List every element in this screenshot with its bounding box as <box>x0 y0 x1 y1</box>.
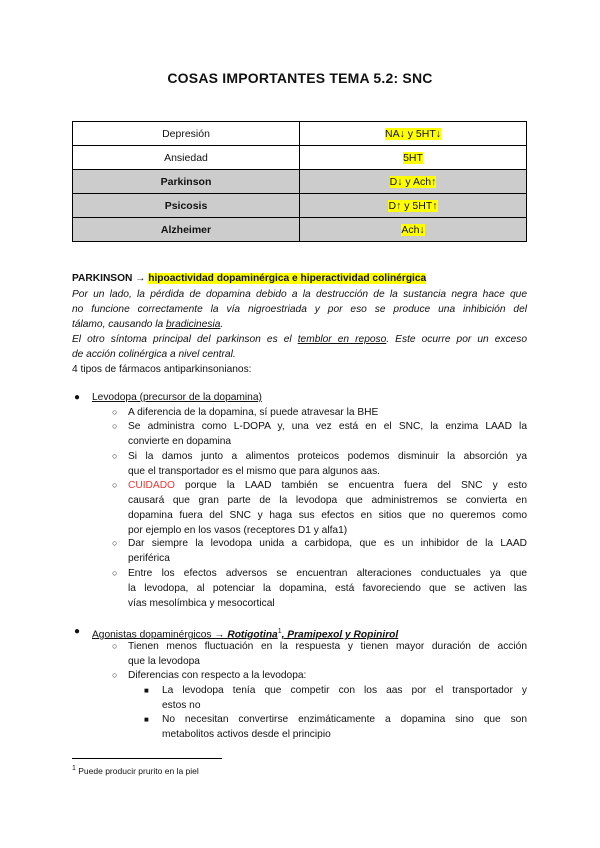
parkinson-heading-highlight: hipoactividad dopaminérgica e hiperactividad colinérgica <box>148 273 427 284</box>
text-line: convierte en dopamina <box>128 436 232 447</box>
parkinson-heading <box>72 271 527 286</box>
list-item <box>112 668 527 683</box>
text-line: la levodopa, al potenciar la dopamina, está favoreciendo que se activen las <box>128 583 527 594</box>
types-line: 4 tipos de fármacos antiparkinsonianos: <box>72 364 252 375</box>
value-highlight: 5HT <box>403 151 423 164</box>
footnote <box>72 765 199 776</box>
condition-cell: Psicosis <box>73 194 300 218</box>
text-line: No necesitan convertirse enzimáticamente a dopamina sino que son <box>162 714 527 725</box>
footnote-mark: 1 <box>72 765 76 772</box>
bullet-icon: ○ <box>112 641 118 651</box>
text-line: metabolitos activos desde el principio <box>162 729 331 740</box>
bullet-icon: ○ <box>112 480 118 490</box>
text-line: Dar siempre la levodopa unida a carbidopa, que es un inhibidor de la LAAD <box>128 538 527 549</box>
text-line <box>128 478 527 493</box>
levodopa-title: Levodopa (precursor de la dopamina) <box>92 392 262 403</box>
bullet-icon: ○ <box>112 670 118 680</box>
condition-cell: Ansiedad <box>73 146 300 170</box>
text-line <box>72 317 527 332</box>
table-row <box>73 194 527 218</box>
list-item-cuidado <box>112 478 527 538</box>
drug-list: , Pramipexol y Ropinirol <box>281 629 399 641</box>
value-cell <box>300 122 527 146</box>
list-item <box>112 639 527 669</box>
value-cell <box>300 146 527 170</box>
summary-table <box>72 121 527 242</box>
cuidado-warning: CUIDADO <box>128 480 175 491</box>
parkinson-paragraph-1 <box>72 287 527 332</box>
sub-list-item <box>144 712 527 742</box>
text-line: dopamina fuera del SNC y haga sus efectos en sitios que no queremos como <box>128 510 527 521</box>
text-line: periférica <box>128 553 170 564</box>
text-line: vías mesolímbica y mesocortical <box>128 598 275 609</box>
value-cell <box>300 194 527 218</box>
sub-list-item <box>144 683 527 713</box>
value-highlight: NA↓ y 5HT↓ <box>384 127 441 140</box>
text-line <box>72 332 527 347</box>
footnote-ref[interactable]: 1 <box>277 628 282 635</box>
bullet-icon: ○ <box>112 538 118 548</box>
text-line: estos no <box>162 700 201 711</box>
list-item-levodopa <box>74 390 527 405</box>
text-line: A diferencia de la dopamina, sí puede atravesar la BHE <box>128 407 379 418</box>
value-highlight: D↓ y Ach↑ <box>389 175 437 188</box>
agonistas-title: Agonistas dopaminérgicos → <box>92 629 228 641</box>
bullet-icon: ● <box>74 626 81 637</box>
bullet-icon: ○ <box>112 421 118 431</box>
value-highlight: Ach↓ <box>401 223 425 236</box>
value-cell <box>300 170 527 194</box>
text-line: que el transportador es el mismo que para algunos aas. <box>128 466 381 477</box>
footnote-divider <box>72 758 222 759</box>
table-row <box>73 122 527 146</box>
condition-cell: Alzheimer <box>73 218 300 242</box>
drug-rotigotina: Rotigotina <box>227 629 278 641</box>
text-line: de acción colinérgica a nivel central. <box>72 349 236 360</box>
text-line: La levodopa tenía que competir con los aas por el transportador y <box>162 685 527 696</box>
bullet-icon: ○ <box>112 451 118 461</box>
bradicinesia-term: bradicinesia <box>166 319 221 330</box>
bullet-icon: ○ <box>112 407 118 417</box>
table-row <box>73 146 527 170</box>
page-title: COSAS IMPORTANTES TEMA 5.2: SNC <box>167 70 433 86</box>
bullet-icon: ● <box>74 392 81 403</box>
text-line: Diferencias con respecto a la levodopa: <box>128 670 307 681</box>
text-line: Se administra como L-DOPA y, una vez está en el SNC, la enzima LAAD la <box>128 421 527 432</box>
bullet-icon: ○ <box>112 568 118 578</box>
temblor-term: temblor en reposo <box>297 334 387 345</box>
condition-cell: Depresión <box>73 122 300 146</box>
text-line: Por un lado, la pérdida de dopamina debido a la destrucción de la sustancia negra hace que <box>72 289 527 300</box>
text-span: El otro síntoma principal del parkinson es el <box>72 334 298 345</box>
parkinson-paragraph-2 <box>72 332 527 362</box>
text-span: porque la LAAD también se encuentra fuera del SNC y esto <box>174 480 527 491</box>
footnote-text: Puede producir prurito en la piel <box>75 765 199 776</box>
list-item <box>112 419 527 449</box>
square-bullet-icon: ■ <box>144 715 149 724</box>
list-item <box>112 449 527 479</box>
text-line: que la levodopa <box>128 656 200 667</box>
list-item <box>112 405 527 420</box>
parkinson-heading-prefix: PARKINSON → <box>72 273 149 284</box>
text-line: causará que gran parte de la levodopa que administremos se convierta en <box>128 495 527 506</box>
text-span: . Este ocurre por un exceso <box>386 334 528 345</box>
text-line: no funcione correctamente la vía nigroestriada y por eso se produce una inhibición del <box>72 304 527 315</box>
text-span: tálamo, causando la <box>72 319 167 330</box>
list-item <box>112 536 527 566</box>
value-cell <box>300 218 527 242</box>
list-item <box>112 566 527 611</box>
value-highlight: D↑ y 5HT↑ <box>388 199 438 212</box>
square-bullet-icon: ■ <box>144 686 149 695</box>
text-span: . <box>220 319 224 330</box>
text-line: Entre los efectos adversos se encuentran alteraciones conductuales ya que <box>128 568 527 579</box>
text-line: Tienen menos fluctuación en la respuesta y tienen mayor duración de acción <box>128 641 527 652</box>
table-row <box>73 170 527 194</box>
text-line: Si la damos junto a alimentos proteicos podemos disminuir la absorción ya <box>128 451 527 462</box>
table-row <box>73 218 527 242</box>
condition-cell: Parkinson <box>73 170 300 194</box>
text-line: por ejemplo en los vasos (receptores D1 y alfa1) <box>128 525 348 536</box>
